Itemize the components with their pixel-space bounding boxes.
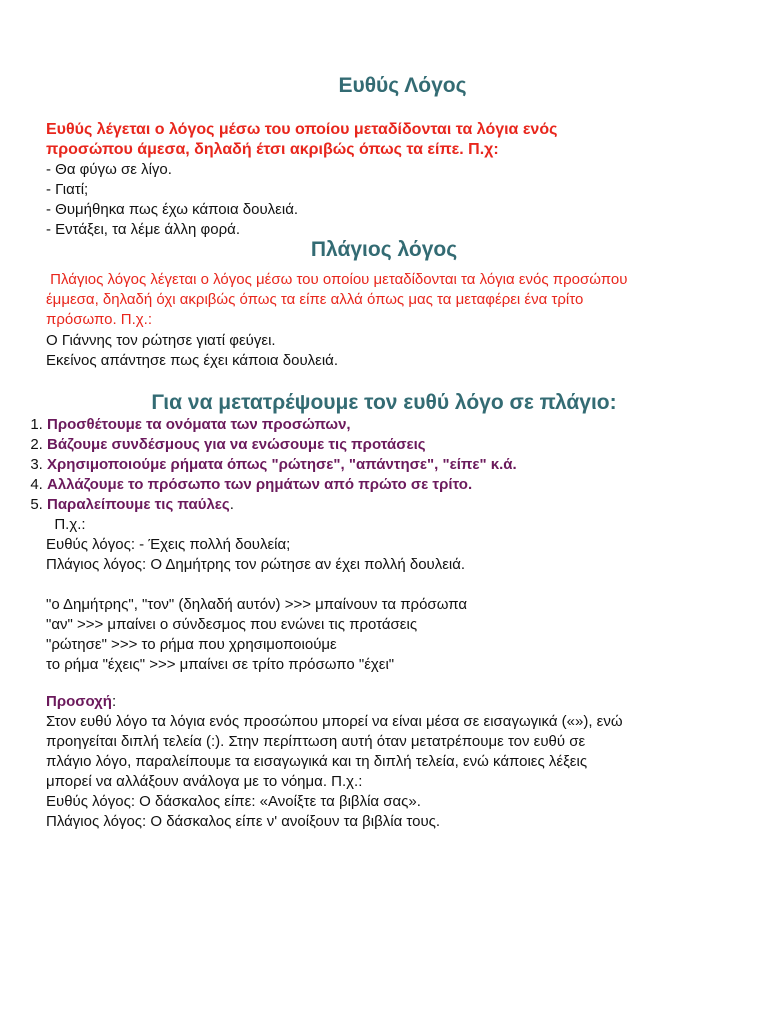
example-line: - Γιατί; — [46, 181, 89, 198]
mapping-line: "ο Δημήτρης", "τον" (δηλαδή αυτόν) >>> μπαίνουν τα πρόσωπα — [46, 596, 467, 613]
conversion-mapping — [46, 595, 467, 675]
direct-speech-definition — [46, 120, 746, 160]
title-direct-speech: Ευθύς Λόγος — [338, 74, 467, 97]
conversion-example — [46, 515, 465, 575]
step-text: Αλλάζουμε το πρόσωπο των ρημάτων από πρώτο σε τρίτο. — [47, 476, 473, 493]
title-conversion-steps: Για να μετατρέψουμε τον ευθύ λόγο σε πλάγιο: — [151, 391, 617, 414]
step-item — [47, 435, 517, 455]
note-line: Στον ευθύ λόγο τα λόγια ενός προσώπου μπορεί να είναι μέσα σε εισαγωγικά («»), ενώ — [46, 713, 623, 730]
definition-line: Ευθύς λέγεται ο λόγος μέσω του οποίου μεταδίδονται τα λόγια ενός — [46, 121, 558, 138]
note-line: Πλάγιος λόγος: Ο δάσκαλος είπε ν' ανοίξουν τα βιβλία τους. — [46, 813, 441, 830]
attention-note — [46, 692, 736, 832]
note-line: πλάγιο λόγο, παραλείπουμε τα εισαγωγικά και τη διπλή τελεία, ενώ κάποιες λέξεις — [46, 753, 588, 770]
definition-line: έμμεσα, δηλαδή όχι ακριβώς όπως τα είπε αλλά όπως μας τα μεταφέρει ένα τρίτο — [46, 291, 584, 308]
mapping-line: "αν" >>> μπαίνει ο σύνδεσμος που ενώνει τις προτάσεις — [46, 616, 418, 633]
definition-line: προσώπου άμεσα, δηλαδή έτσι ακριβώς όπως τα είπε. Π.χ: — [46, 141, 499, 158]
example-line: - Θυμήθηκα πως έχω κάποια δουλειά. — [46, 201, 299, 218]
step-suffix: . — [229, 496, 234, 513]
note-line: Ευθύς λόγος: Ο δάσκαλος είπε: «Ανοίξτε τα βιβλία σας». — [46, 793, 421, 810]
mapping-line: "ρώτησε" >>> το ρήμα που χρησιμοποιούμε — [46, 636, 337, 653]
step-text: Χρησιμοποιούμε ρήματα όπως "ρώτησε", "απάντησε", "είπε" κ.ά. — [47, 456, 517, 473]
example-line: - Εντάξει, τα λέμε άλλη φορά. — [46, 221, 240, 238]
step-text: Βάζουμε συνδέσμους για να ενώσουμε τις προτάσεις — [47, 436, 426, 453]
step-text: Προσθέτουμε τα ονόματα των προσώπων, — [47, 416, 351, 433]
note-line: μπορεί να αλλάξουν ανάλογα με το νόημα. Π.χ.: — [46, 773, 363, 790]
indirect-speech-definition — [46, 270, 746, 330]
step-item — [47, 455, 517, 475]
example-intro: Π.χ.: — [46, 516, 86, 533]
title-indirect-speech: Πλάγιος λόγος — [310, 238, 458, 261]
note-line: προηγείται διπλή τελεία (:). Στην περίπτωση αυτή όταν μετατρέπουμε τον ευθύ σε — [46, 733, 586, 750]
step-item — [47, 495, 517, 515]
example-line: - Θα φύγω σε λίγο. — [46, 161, 172, 178]
example-direct: Ευθύς λόγος: - Έχεις πολλή δουλεία; — [46, 536, 291, 553]
note-label-suffix: : — [111, 693, 117, 710]
example-line: Εκείνος απάντησε πως έχει κάποια δουλειά. — [46, 352, 339, 369]
conversion-steps-list — [0, 415, 517, 515]
mapping-line: το ρήμα "έχεις" >>> μπαίνει σε τρίτο πρόσωπο "έχει" — [46, 656, 395, 673]
step-item — [47, 475, 517, 495]
direct-speech-examples — [46, 160, 298, 240]
step-item — [47, 415, 517, 435]
note-label: Προσοχή — [46, 693, 112, 710]
definition-line: πρόσωπο. Π.χ.: — [46, 311, 153, 328]
indirect-speech-examples — [46, 331, 338, 371]
definition-line: Πλάγιος λόγος λέγεται ο λόγος μέσω του οποίου μεταδίδονται τα λόγια ενός προσώπου — [46, 271, 628, 288]
example-indirect: Πλάγιος λόγος: Ο Δημήτρης τον ρώτησε αν έχει πολλή δουλειά. — [46, 556, 466, 573]
note-heading — [46, 692, 736, 712]
example-line: Ο Γιάννης τον ρώτησε γιατί φεύγει. — [46, 332, 276, 349]
step-text: Παραλείπουμε τις παύλες — [47, 496, 230, 513]
